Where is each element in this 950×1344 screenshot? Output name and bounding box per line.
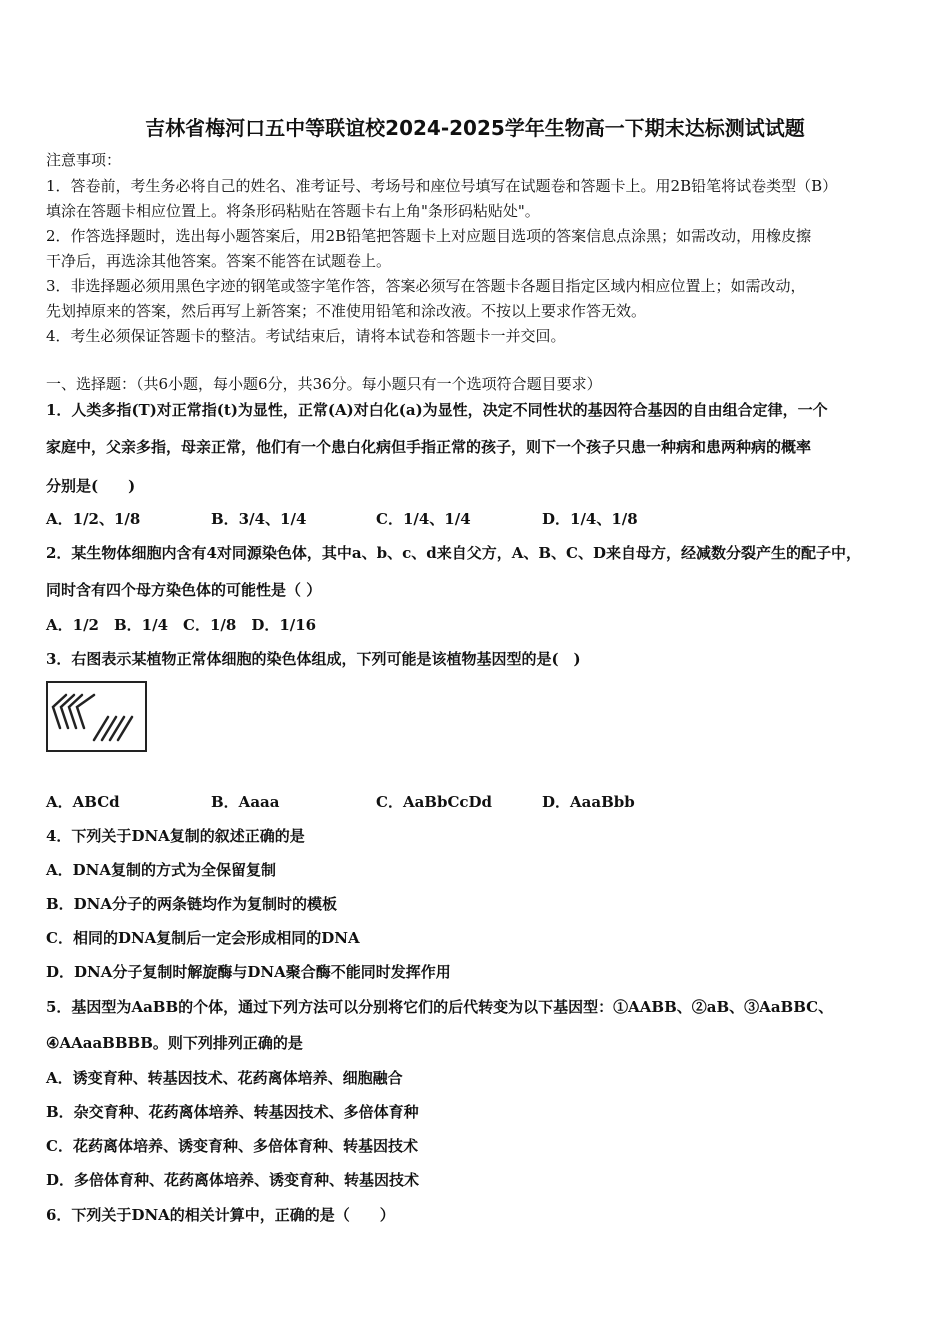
q4-option-d: D．DNA分子复制时解旋酶与DNA聚合酶不能同时发挥作用 [46,963,451,981]
q1-option-d: D．1/4、1/8 [542,510,638,528]
q5-option-c: C．花药离体培养、诱变育种、多倍体育种、转基因技术 [46,1137,418,1155]
question-6-text: 6．下列关于DNA的相关计算中，正确的是（ ） [46,1206,395,1224]
question-2-text: 同时含有四个母方染色体的可能性是（ ） [46,581,322,599]
q5-option-a: A．诱变育种、转基因技术、花药离体培养、细胞融合 [46,1069,403,1087]
notice-line: 1．答卷前，考生务必将自己的姓名、准考证号、考场号和座位号填写在试题卷和答题卡上。用2B铅笔将试卷类型（B） [46,177,838,195]
q3-option-b: B．Aaaa [211,793,280,811]
section-heading: 一、选择题：（共6小题，每小题6分，共36分。每小题只有一个选项符合题目要求） [46,375,602,393]
notice-line: 填涂在答题卡相应位置上。将条形码粘贴在答题卡右上角"条形码粘贴处"。 [46,202,540,220]
notice-line: 先划掉原来的答案，然后再写上新答案；不准使用铅笔和涂改液。不按以上要求作答无效。 [46,302,647,320]
q4-option-b: B．DNA分子的两条链均作为复制时的模板 [46,895,338,913]
notice-heading: 注意事项： [46,151,122,169]
q1-option-c: C．1/4、1/4 [376,510,471,528]
page-title: 吉林省梅河口五中等联谊校2024-2025学年生物高一下期末达标测试试题 [145,116,805,140]
notice-line: 4．考生必须保证答题卡的整洁。考试结束后，请将本试卷和答题卡一并交回。 [46,327,566,345]
q3-option-d: D．AaaBbb [542,793,635,811]
question-1-text: 1．人类多指(T)对正常指(t)为显性，正常(A)对白化(a)为显性，决定不同性状的基因符合基因的自由组合定律，一个 [46,401,828,419]
q1-option-b: B．3/4、1/4 [211,510,307,528]
question-5-text: ④AAaaBBBB。则下列排列正确的是 [46,1034,303,1052]
q1-option-a: A．1/2、1/8 [46,510,141,528]
notice-line: 3．非选择题必须用黑色字迹的钢笔或签字笔作答，答案必须写在答题卡各题目指定区域内相应位置上；如需改动， [46,277,806,295]
q4-option-c: C．相同的DNA复制后一定会形成相同的DNA [46,929,360,947]
q5-option-b: B．杂交育种、花药离体培养、转基因技术、多倍体育种 [46,1103,419,1121]
question-5-text: 5．基因型为AaBB的个体，通过下列方法可以分别将它们的后代转变为以下基因型：①AABB、②aB、③AaBBC、 [46,998,834,1016]
chromosome-figure [46,681,147,752]
q3-option-a: A．ABCd [46,793,120,811]
notice-line: 干净后，再选涂其他答案。答案不能答在试题卷上。 [46,252,392,270]
question-2-text: 2．某生物体细胞内含有4对同源染色体，其中a、b、c、d来自父方，A、B、C、D来自母方，经减数分裂产生的配子中， [46,544,861,562]
question-1-text: 家庭中，父亲多指，母亲正常，他们有一个患白化病但手指正常的孩子，则下一个孩子只患一种病和患两种病的概率 [46,438,812,456]
q3-option-c: C．AaBbCcDd [376,793,493,811]
question-4-text: 4．下列关于DNA复制的叙述正确的是 [46,827,305,845]
q5-option-d: D．多倍体育种、花药离体培养、诱变育种、转基因技术 [46,1171,420,1189]
question-1-text: 分别是( ) [46,477,136,495]
question-3-text: 3．右图表示某植物正常体细胞的染色体组成，下列可能是该植物基因型的是( ) [46,650,581,668]
q4-option-a: A．DNA复制的方式为全保留复制 [46,861,276,879]
notice-line: 2．作答选择题时，选出每小题答案后，用2B铅笔把答题卡上对应题目选项的答案信息点涂黑；如需改动，用橡皮擦 [46,227,812,245]
q2-options: A．1/2 B．1/4 C．1/8 D．1/16 [46,616,317,634]
